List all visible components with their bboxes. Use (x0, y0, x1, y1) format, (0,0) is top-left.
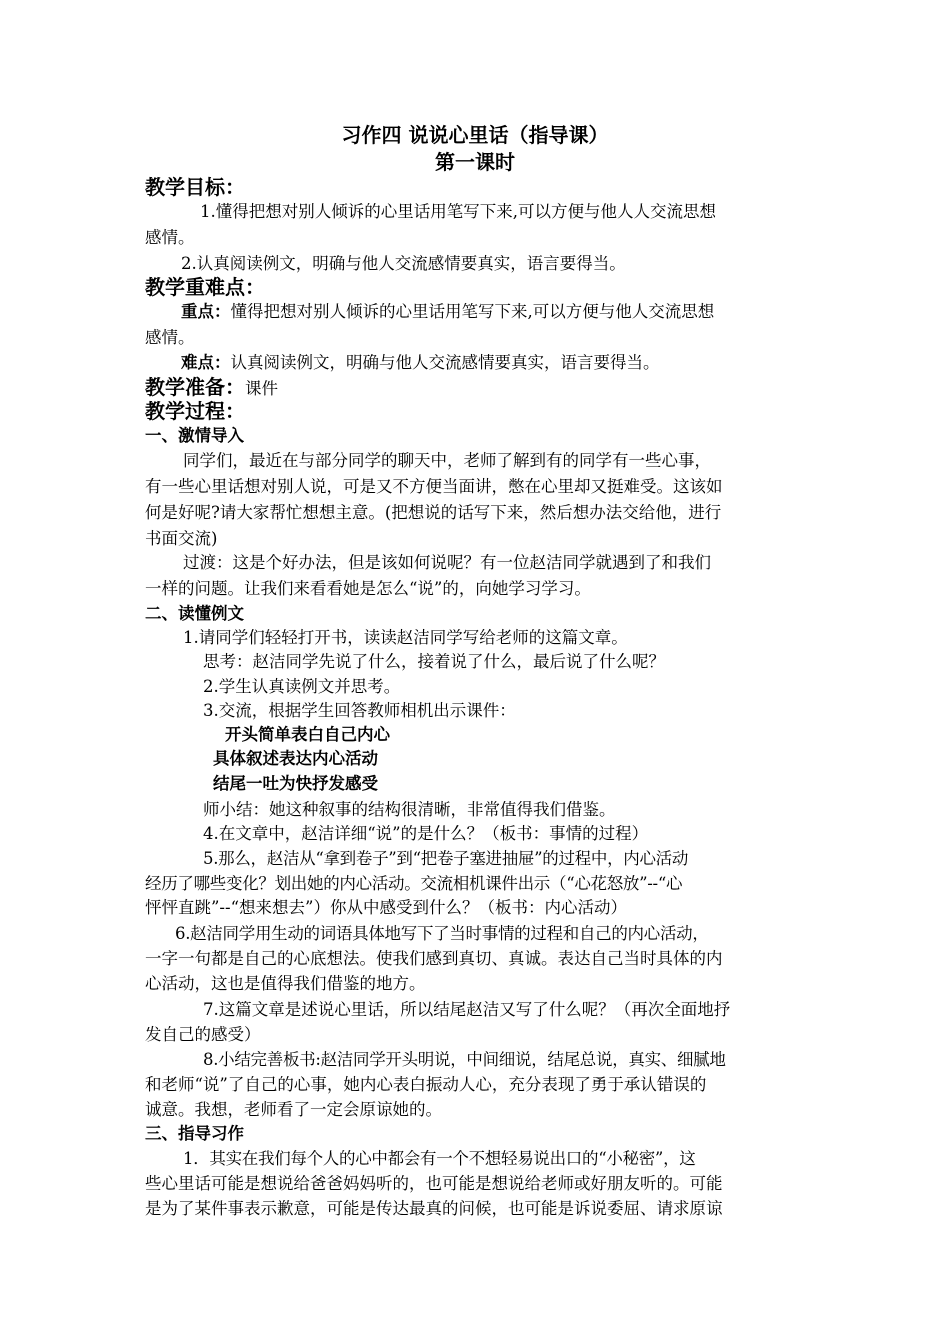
section-1-heading: 一、激情导入 (145, 426, 244, 445)
focus-continued: 感情。 (145, 328, 195, 347)
section-1-paragraph-1: 同学们，最近在与部分同学的聊天中，老师了解到有的同学有一些心事， (183, 451, 711, 470)
goal-item-1-continued: 感情。 (145, 228, 195, 247)
document-title: 习作四 说说心里话（指导课） (341, 123, 609, 147)
section-2-item-5: 5.那么，赵洁从“拿到卷子”到“把卷子塞进抽屉”的过程中，内心活动 (203, 849, 689, 868)
keypoints-heading: 教学重难点： (145, 275, 265, 299)
section-1-paragraph-2: 过渡：这是个好办法，但是该如何说呢？有一位赵洁同学就遇到了和我们 (183, 553, 711, 572)
section-2-heading: 二、读懂例文 (145, 604, 244, 623)
difficulty-text: 认真阅读例文，明确与他人交流感情要真实，语言要得当。 (230, 353, 660, 372)
goals-heading: 教学目标： (145, 175, 245, 199)
prep-heading: 教学准备： (145, 375, 245, 399)
section-2-item-8: 诚意。我想，老师看了一定会原谅她的。 (145, 1100, 442, 1119)
goal-item-1: 1.懂得把想对别人倾诉的心里话用笔写下来,可以方便与他人人交流思想 (200, 202, 716, 221)
difficulty-label: 难点： (181, 353, 231, 372)
focus-line (145, 299, 851, 325)
section-2-item-8: 和老师“说”了自己的心事，她内心表白振动人心，充分表现了勇于承认错误的 (145, 1075, 707, 1094)
board-point-2: 具体叙述表达内心活动 (213, 749, 378, 768)
section-2-item-7: 发自己的感受） (145, 1025, 261, 1044)
focus-text: 懂得把想对别人倾诉的心里话用笔写下来,可以方便与他人交流思想 (230, 302, 715, 321)
section-1-paragraph-2: 一样的问题。让我们来看看她是怎么“说”的，向她学习学习。 (145, 579, 591, 598)
focus-label: 重点： (181, 302, 231, 321)
board-point-3: 结尾一吐为快抒发感受 (213, 774, 378, 793)
board-point-1: 开头简单表白自己内心 (225, 725, 390, 744)
section-2-item-1: 1.请同学们轻轻打开书，读读赵洁同学写给老师的这篇文章。 (183, 628, 628, 647)
section-2-summary: 师小结：她这种叙事的结构很清晰，非常值得我们借鉴。 (203, 800, 616, 819)
section-2-item-8: 8.小结完善板书:赵洁同学开头明说，中间细说，结尾总说，真实、细腻地 (203, 1050, 726, 1069)
section-1-paragraph-1: 何是好呢?请大家帮忙想想主意。(把想说的话写下来，然后想办法交给他，进行 (145, 503, 722, 522)
section-2-item-7: 7.这篇文章是述说心里话，所以结尾赵洁又写了什么呢？（再次全面地抒 (203, 1000, 731, 1019)
prep-value: 课件 (245, 379, 278, 398)
section-2-item-3: 3.交流，根据学生回答教师相机出示课件： (203, 701, 516, 720)
section-2-item-5: 经历了哪些变化？划出她的内心活动。交流相机课件出示（“心花怒放”--“心 (145, 874, 683, 893)
section-1-paragraph-1: 有一些心里话想对别人说，可是又不方便当面讲，憋在心里却又挺难受。这该如 (145, 477, 723, 496)
section-3-paragraph-1: 1．其实在我们每个人的心中都会有一个不想轻易说出口的“小秘密”，这 (183, 1149, 696, 1168)
section-3-heading: 三、指导习作 (145, 1124, 244, 1143)
section-2-item-6: 心活动，这也是值得我们借鉴的地方。 (145, 974, 426, 993)
section-3-paragraph-1: 些心里话可能是想说给爸爸妈妈听的，也可能是想说给老师或好朋友听的。可能 (145, 1174, 723, 1193)
section-2-item-2: 2.学生认真读例文并思考。 (203, 677, 401, 696)
section-2-item-4: 4.在文章中，赵洁详细“说”的是什么？（板书：事情的过程） (203, 824, 649, 843)
section-2-item-6: 一字一句都是自己的心底想法。使我们感到真切、真诚。表达自己当时具体的内 (145, 949, 723, 968)
section-3-paragraph-1: 是为了某件事表示歉意，可能是传达最真的问候，也可能是诉说委屈、请求原谅 (145, 1199, 723, 1218)
difficulty-line (145, 350, 851, 376)
section-1-paragraph-1: 书面交流) (145, 529, 218, 548)
goal-item-2: 2.认真阅读例文，明确与他人交流感情要真实，语言要得当。 (181, 254, 626, 273)
process-heading: 教学过程： (145, 399, 245, 423)
document-subtitle: 第一课时 (435, 150, 515, 174)
section-2-think: 思考：赵洁同学先说了什么，接着说了什么，最后说了什么呢？ (203, 652, 665, 671)
section-2-item-5: 怦怦直跳”--“想来想去”）你从中感受到什么？（板书：内心活动） (145, 898, 627, 917)
section-2-item-6: 6.赵洁同学用生动的词语具体地写下了当时事情的过程和自己的内心活动， (175, 924, 709, 943)
